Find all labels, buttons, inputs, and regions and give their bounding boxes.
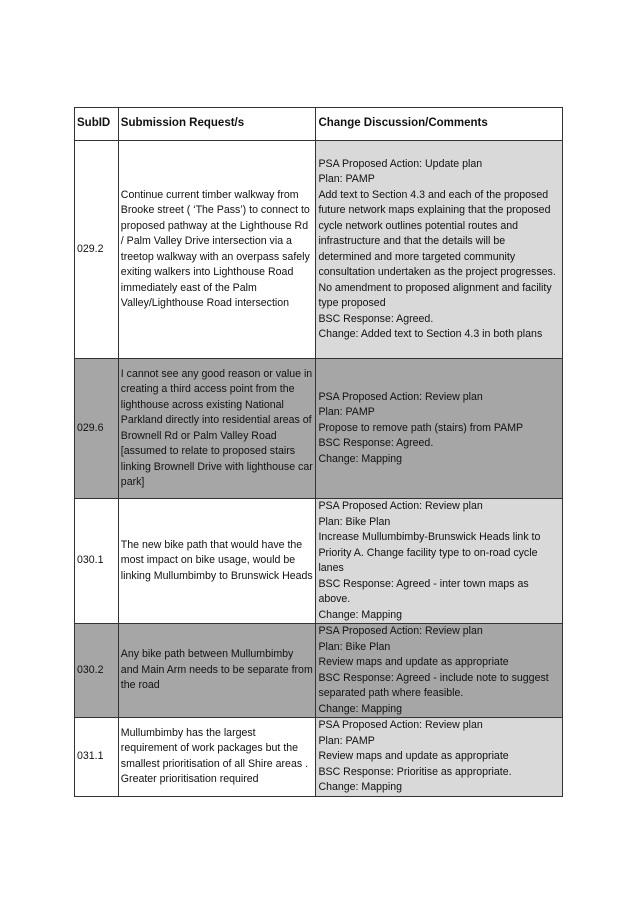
comment-line: Increase Mullumbimby-Brunswick Heads link to Priority A. Change facility type to on-road cycle lanes [318, 531, 541, 574]
subid-cell: 029.2 [75, 141, 119, 359]
header-comments: Change Discussion/Comments [316, 108, 563, 141]
comment-line: Plan: PAMP [318, 173, 375, 185]
comment-line: Review maps and update as appropriate [318, 750, 509, 762]
comment-line: Change: Mapping [318, 702, 403, 715]
comment-line: PSA Proposed Action: Review plan [318, 390, 483, 403]
comment-line: Change: Mapping [318, 452, 403, 465]
header-request: Submission Request/s [118, 108, 316, 141]
table-row [75, 141, 563, 359]
comment-line: Change: Mapping [318, 608, 403, 621]
comment-line: PSA Proposed Action: Review plan [318, 719, 483, 731]
comments-cell [316, 141, 563, 359]
comment-line: Plan: PAMP [318, 734, 375, 747]
comment-line: BSC Response: Agreed - inter town maps as above. [318, 577, 529, 605]
subid-cell: 031.1 [75, 718, 119, 797]
subid-cell: 030.2 [75, 624, 119, 718]
comment-line: Change: Added text to Section 4.3 in both plans [318, 328, 543, 340]
comments-cell [316, 624, 563, 718]
request-cell: Any bike path between Mullumbimby and Main Arm needs to be separate from the road [118, 624, 316, 718]
comment-line: Change: Mapping [318, 781, 403, 793]
submissions-table [74, 107, 563, 797]
comment-line: PSA Proposed Action: Update plan [318, 157, 483, 170]
subid-cell: 029.6 [75, 359, 119, 499]
comment-line: BSC Response: Agreed. [318, 312, 434, 325]
table-row [75, 499, 563, 624]
table-row [75, 359, 563, 499]
comment-line: Add text to Section 4.3 and each of the proposed future network maps explaining that the proposed cycle network outlines potential routes and infrastructure and that the details will be determined and more targeted community consultation undertaken as the project progresses. No amendment to proposed alignment and facility type proposed [318, 188, 556, 309]
request-cell: Mullumbimby has the largest requirement of work packages but the smallest prioritisation of all Shire areas . Greater prioritisation required [118, 718, 316, 797]
header-row [75, 108, 563, 141]
request-cell: I cannot see any good reason or value in creating a third access point from the lighthouse across existing National Parkland directly into residential areas of Brownell Rd or Palm Valley Road [assumed to relate to proposed stairs linking Brownell Drive with lighthouse car park] [118, 359, 316, 499]
comment-line: BSC Response: Agreed. [318, 437, 434, 450]
comment-line: Plan: Bike Plan [318, 640, 391, 653]
header-subid: SubID [75, 108, 119, 141]
comments-cell [316, 718, 563, 797]
request-cell: The new bike path that would have the most impact on bike usage, would be linking Mullumbimby to Brunswick Heads [118, 499, 316, 624]
request-cell: Continue current timber walkway from Brooke street ( ‘The Pass’) to connect to proposed pathway at the Lighthouse Rd / Palm Valley Drive intersection via a treetop walkway with an overpass safely exiting walkers into Lighthouse Road immediately east of the Palm Valley/Lighthouse Road intersection [118, 141, 316, 359]
comments-cell [316, 499, 563, 624]
comment-line: BSC Response: Prioritise as appropriate. [318, 765, 512, 778]
comment-line: Plan: Bike Plan [318, 515, 391, 528]
comment-line: BSC Response: Agreed - include note to suggest separated path where feasible. [318, 671, 549, 699]
comments-cell [316, 359, 563, 499]
comment-line: PSA Proposed Action: Review plan [318, 500, 483, 512]
comment-line: Plan: PAMP [318, 406, 375, 419]
subid-cell: 030.1 [75, 499, 119, 624]
comment-line: Propose to remove path (stairs) from PAMP [318, 421, 524, 434]
comment-line: Review maps and update as appropriate [318, 656, 509, 668]
comment-line: PSA Proposed Action: Review plan [318, 625, 483, 637]
table-row [75, 718, 563, 797]
table-row [75, 624, 563, 718]
